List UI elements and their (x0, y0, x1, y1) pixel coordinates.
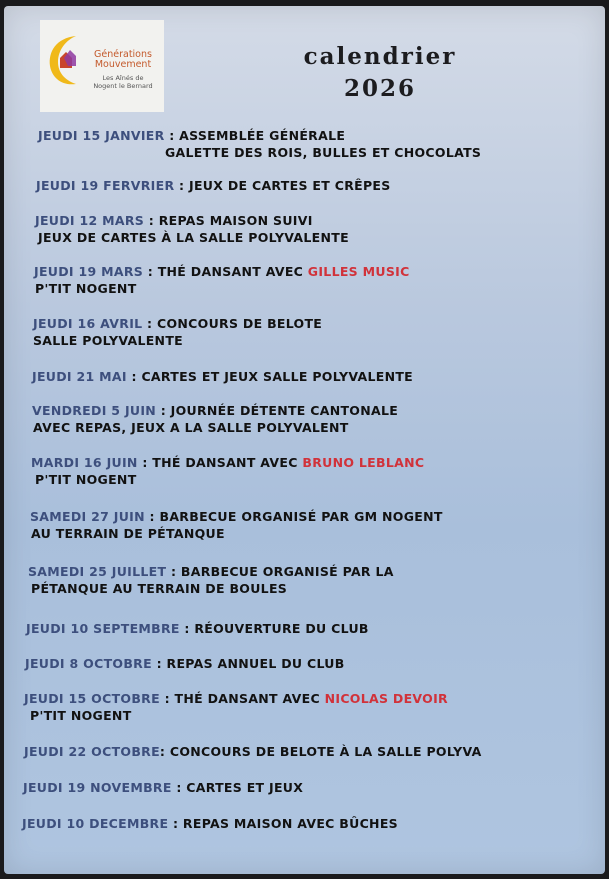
event-text: : THÉ DANSANT AVEC (137, 455, 303, 470)
event-text: : THÉ DANSANT AVEC (143, 264, 308, 279)
event-14-line-1 (24, 744, 482, 760)
event-10-line-1 (28, 564, 394, 580)
event-date: JEUDI 12 MARS (35, 213, 145, 228)
event-text: : REPAS MAISON SUIVI (144, 213, 313, 228)
poster-year: 2026 (343, 75, 416, 102)
event-date: JEUDI 19 MARS (34, 264, 144, 279)
event-3-line-2: JEUX DE CARTES À LA SALLE POLYVALENTE (38, 230, 349, 245)
event-text: : JEUX DE CARTES ET CRÊPES (174, 178, 391, 193)
logo-sun-house-icon (46, 32, 86, 88)
event-3-line-1 (35, 213, 313, 229)
event-16-line-1 (22, 816, 398, 832)
event-date: JEUDI 16 AVRIL (33, 316, 143, 331)
event-date: JEUDI 19 FERVRIER (36, 178, 175, 193)
event-13-line-2: P'TIT NOGENT (30, 708, 132, 723)
event-highlight: NICOLAS DEVOIR (324, 691, 448, 706)
poster-title: calendrier (303, 43, 457, 70)
event-highlight: GILLES MUSIC (307, 264, 410, 279)
event-text: : CARTES ET JEUX (171, 780, 304, 795)
event-5-line-2: SALLE POLYVALENTE (33, 333, 183, 348)
event-8-line-1 (31, 455, 424, 471)
event-date: JEUDI 22 OCTOBRE (24, 744, 160, 759)
logo-sub-line1: Les Aînés de (102, 74, 144, 82)
event-date: SAMEDI 27 JUIN (30, 509, 145, 524)
event-15-line-1 (23, 780, 303, 796)
event-text: : THÉ DANSANT AVEC (159, 691, 325, 706)
event-13-line-1 (24, 691, 448, 707)
event-date: JEUDI 10 DECEMBRE (22, 816, 169, 831)
event-date: MARDI 16 JUIN (31, 455, 138, 470)
event-9-line-2: AU TERRAIN DE PÉTANQUE (31, 526, 225, 541)
event-1-line-2: GALETTE DES ROIS, BULLES ET CHOCOLATS (165, 145, 482, 160)
event-text: : REPAS ANNUEL DU CLUB (151, 656, 345, 671)
event-11-line-1 (26, 621, 369, 637)
logo-text (84, 50, 162, 90)
event-text: : CARTES ET JEUX SALLE POLYVALENTE (126, 369, 414, 384)
event-8-line-2: P'TIT NOGENT (35, 472, 137, 487)
logo-brand-line1: Générations (94, 49, 152, 60)
event-date: JEUDI 15 JANVIER (38, 128, 165, 143)
event-4-line-2: P'TIT NOGENT (35, 281, 137, 296)
event-text: : CONCOURS DE BELOTE À LA SALLE POLYVA (159, 744, 482, 759)
event-text: : RÉOUVERTURE DU CLUB (179, 621, 369, 636)
event-9-line-1 (30, 509, 443, 525)
event-highlight: BRUNO LEBLANC (302, 455, 425, 470)
event-12-line-1 (25, 656, 345, 672)
event-2-line-1 (36, 178, 391, 194)
event-7-line-2: AVEC REPAS, JEUX A LA SALLE POLYVALENT (33, 420, 349, 435)
event-date: SAMEDI 25 JUILLET (28, 564, 167, 579)
generations-mouvement-logo (40, 20, 164, 112)
logo-brand-line2: Mouvement (94, 59, 152, 70)
event-date: JEUDI 19 NOVEMBRE (23, 780, 172, 795)
event-text: : REPAS MAISON AVEC BÛCHES (168, 816, 398, 831)
event-text: : CONCOURS DE BELOTE (142, 316, 323, 331)
event-1-line-1 (38, 128, 345, 144)
event-date: JEUDI 21 MAI (32, 369, 127, 384)
event-text: : JOURNÉE DÉTENTE CANTONALE (156, 403, 399, 418)
event-10-line-2: PÉTANQUE AU TERRAIN DE BOULES (31, 581, 288, 596)
event-7-line-1 (32, 403, 398, 419)
event-text: : BARBECUE ORGANISÉ PAR LA (166, 564, 394, 579)
event-date: VENDREDI 5 JUIN (32, 403, 157, 418)
event-text: : BARBECUE ORGANISÉ PAR GM NOGENT (144, 509, 443, 524)
event-date: JEUDI 8 OCTOBRE (25, 656, 152, 671)
event-text: : ASSEMBLÉE GÉNÉRALE (164, 128, 346, 143)
event-5-line-1 (33, 316, 322, 332)
logo-sub-line2: Nogent le Bernard (93, 82, 153, 90)
event-6-line-1 (32, 369, 413, 385)
event-date: JEUDI 10 SEPTEMBRE (26, 621, 180, 636)
event-4-line-1 (34, 264, 410, 280)
event-date: JEUDI 15 OCTOBRE (24, 691, 160, 706)
